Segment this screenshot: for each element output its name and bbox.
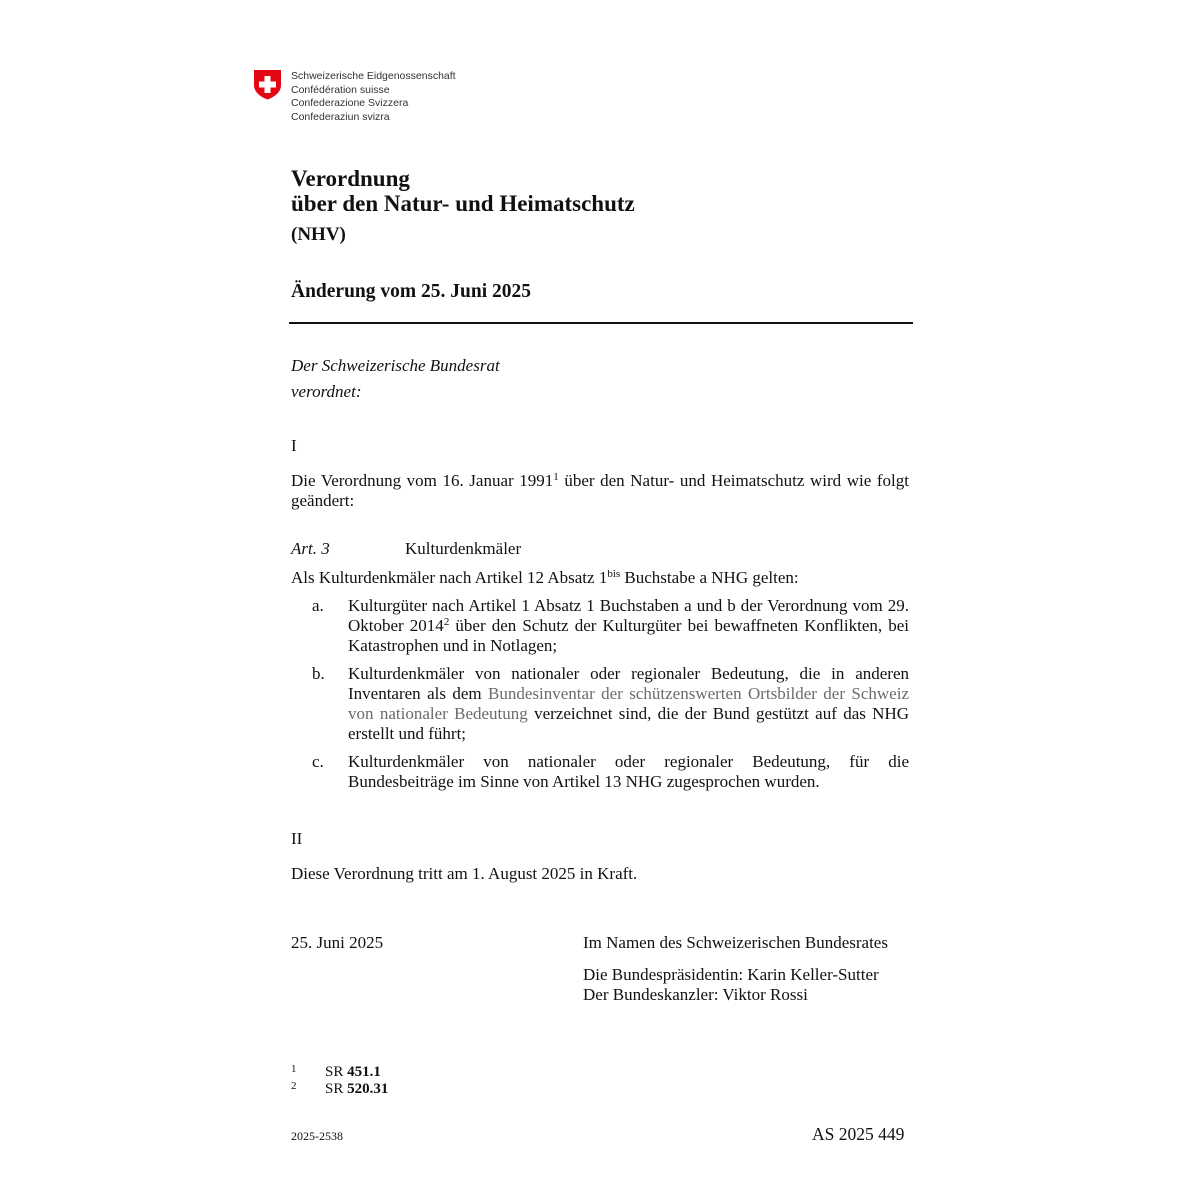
footnote-prefix: SR <box>325 1064 348 1080</box>
section-1-intro <box>291 471 909 511</box>
list-item-text <box>348 596 909 656</box>
intro-text-before: Die Verordnung vom 16. Januar 1991 <box>291 471 554 490</box>
list-item-a <box>291 596 909 656</box>
footnote-prefix: SR <box>325 1081 348 1097</box>
document-number: 2025-2538 <box>291 1129 343 1143</box>
header-line-fr: Confédération suisse <box>291 83 390 96</box>
title-line-1: Verordnung <box>291 166 410 191</box>
title-abbreviation: (NHV) <box>291 224 346 245</box>
list-item-text: Kulturdenkmäler von nationaler oder regionaler Bedeutung, für die Bundesbeiträge im Sinne von Artikel 13 NHG zugesprochen wurden. <box>348 752 909 791</box>
article-title: Kulturdenkmäler <box>405 539 522 558</box>
chancellor-line: Der Bundeskanzler: Viktor Rossi <box>583 985 808 1004</box>
header-line-de: Schweizerische Eidgenossenschaft <box>291 70 456 82</box>
list-letter: b. <box>312 664 325 683</box>
lead-text-after: Buchstabe a NHG gelten: <box>620 568 799 587</box>
signature-date: 25. Juni 2025 <box>291 933 384 952</box>
isos-link[interactable]: Bundesinventar der schützenswerten Ortsbilder der Schweiz von nationaler Bedeutung <box>348 684 909 723</box>
item-b-text-before: Kulturdenkmäler von nationaler oder regionaler Bedeutung, die in anderen Inventaren als dem <box>348 664 909 703</box>
lead-superscript: bis <box>607 568 621 580</box>
footnote-2 <box>291 1080 388 1098</box>
intro-text-after: über den Natur- und Heimatschutz wird wie folgt geändert: <box>291 471 909 510</box>
list-item-text <box>348 664 909 744</box>
title-line-2: über den Natur- und Heimatschutz <box>291 191 635 216</box>
list-item-b <box>291 664 909 744</box>
footnote-ref-1[interactable]: 1 <box>553 471 559 483</box>
item-b-text-after: verzeichnet sind, die der Bund gestützt auf das NHG erstellt und führt; <box>348 704 910 743</box>
preamble-line-1: Der Schweizerische Bundesrat <box>291 356 500 375</box>
on-behalf-line: Im Namen des Schweizerischen Bundesrates <box>583 933 888 952</box>
list-letter: a. <box>312 596 324 615</box>
footnote-ref-2[interactable]: 2 <box>443 616 450 628</box>
official-compilation-number: AS 2025 449 <box>812 1124 905 1144</box>
article-lead <box>291 568 909 588</box>
header-line-it: Confederazione Svizzera <box>291 97 409 109</box>
section-2-numeral: II <box>291 829 303 848</box>
footnote-reference: 451.1 <box>347 1064 381 1080</box>
footnote-number: 2 <box>291 1080 297 1092</box>
title-divider <box>289 322 913 324</box>
section-2-text: Diese Verordnung tritt am 1. August 2025 in Kraft. <box>291 864 638 883</box>
header-line-rm: Confederaziun svizra <box>291 110 390 123</box>
president-line: Die Bundespräsidentin: Karin Keller-Sutter <box>583 965 879 984</box>
footnote-number: 1 <box>291 1063 297 1075</box>
amendment-date: Änderung vom 25. Juni 2025 <box>291 281 531 302</box>
footnote-reference: 520.31 <box>347 1081 389 1097</box>
document-title <box>291 166 635 216</box>
preamble <box>291 353 500 405</box>
footnote-1 <box>291 1063 381 1081</box>
lead-text-before: Als Kulturdenkmäler nach Artikel 12 Absatz 1 <box>291 568 608 587</box>
swiss-cross-icon <box>253 69 282 100</box>
confederation-header <box>291 70 456 124</box>
preamble-line-2: verordnet: <box>291 382 362 401</box>
signature-block <box>583 933 888 1005</box>
article-list <box>291 596 909 800</box>
list-item-c <box>291 752 909 792</box>
section-1-numeral: I <box>291 436 297 455</box>
item-a-text-before: Kulturgüter nach Artikel 1 Absatz 1 Buchstaben a und b der Verordnung vom 29. Oktober 2014 <box>348 596 909 635</box>
list-letter: c. <box>312 752 324 771</box>
item-a-text-after: über den Schutz der Kulturgüter bei bewaffneten Konflikten, bei Katastrophen und in Notlagen; <box>348 616 909 655</box>
article-number: Art. 3 <box>291 539 330 558</box>
